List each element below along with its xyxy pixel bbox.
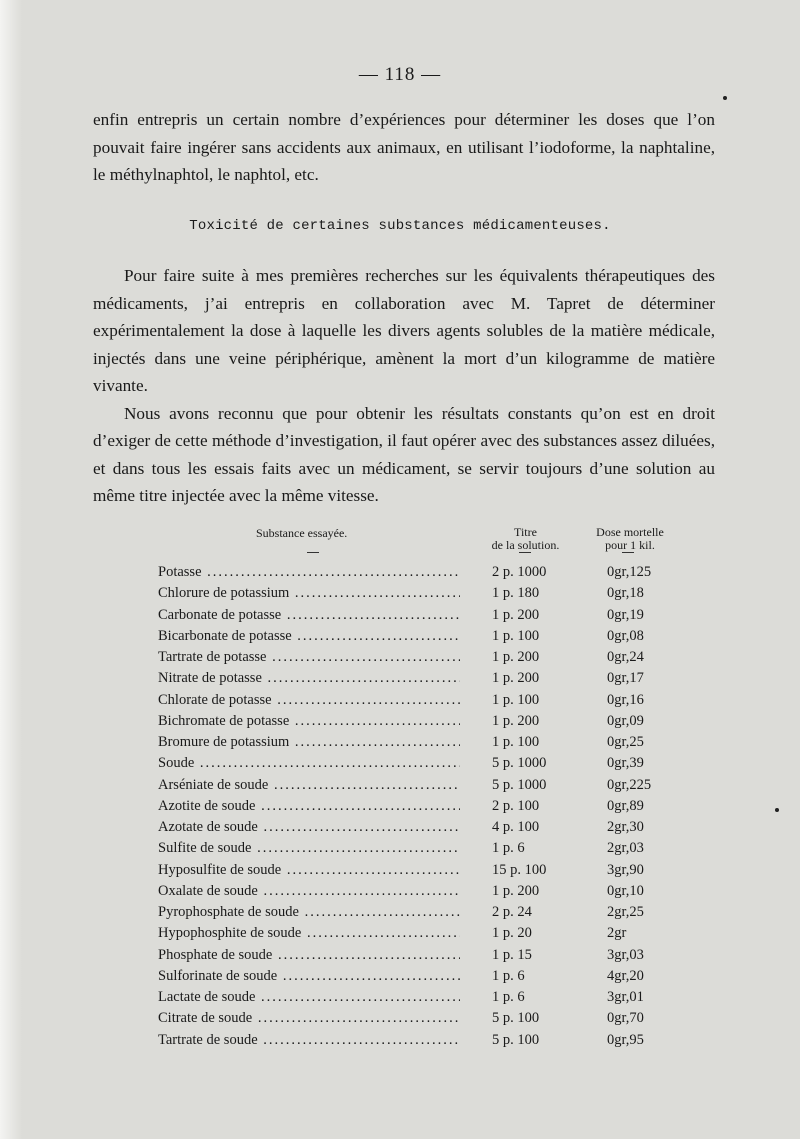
table-row: [0, 796, 800, 817]
cell-titre: 1 p. 6: [492, 967, 525, 984]
cell-dose: 0gr,70: [607, 1010, 644, 1027]
cell-dose: 0gr,39: [607, 755, 644, 772]
header-dash-dose: [622, 552, 634, 553]
cell-substance: Lactate de soude .....: [158, 987, 460, 1008]
cell-substance: Bichromate de potasse .....: [158, 711, 460, 732]
table-row: [0, 945, 800, 966]
header-substance: Substance essayée.: [256, 526, 348, 540]
cell-titre: 1 p. 200: [492, 649, 540, 665]
cell-substance: Nitrate de potasse .....: [158, 668, 460, 689]
cell-dose: 0gr,10: [607, 882, 644, 899]
table-row: [0, 1030, 800, 1051]
cell-dose: 0gr,16: [607, 691, 644, 708]
header-titre-line2: de la solution.: [491, 538, 560, 552]
cell-dose: 3gr,01: [607, 989, 644, 1005]
table-row: [0, 881, 800, 902]
cell-titre: 15 p. 100: [492, 861, 547, 878]
cell-substance: Hypophosphite de soude .....: [158, 923, 460, 944]
cell-titre: 1 p. 100: [492, 627, 540, 644]
body-text: [93, 262, 715, 510]
cell-substance: Citrate de soude .....: [158, 1008, 460, 1029]
table-row: [0, 647, 800, 668]
cell-dose: 0gr,08: [607, 627, 644, 644]
paragraph-2: Nous avons reconnu que pour obtenir les résultats constants qu’on est en droit d’exiger de cette méthode d’investigation, il faut opérer avec des substances assez diluées, et dans tous les essais faits avec un médicament, se servir toujours d’une solution au même titre injectée avec la même vitesse.: [93, 403, 715, 505]
print-speck: [723, 96, 727, 100]
cell-titre: 5 p. 1000: [492, 776, 547, 793]
cell-titre: 1 p. 6: [492, 989, 525, 1005]
cell-titre: 5 p. 100: [492, 1031, 540, 1048]
intro-text: enfin entrepris un certain nombre d’expériences pour déterminer les doses que l’on pouvait faire ingérer sans accidents aux animaux, en utilisant l’iodoforme, la naphtaline, le méthylnaphtol, le naphtol, etc.: [93, 110, 715, 184]
cell-titre: 2 p. 1000: [492, 564, 547, 580]
cell-dose: 0gr,24: [607, 649, 644, 665]
table-header: [0, 526, 800, 566]
cell-titre: 1 p. 180: [492, 585, 540, 602]
paragraph-1: Pour faire suite à mes premières recherches sur les équivalents thérapeutiques des médicaments, j’ai entrepris en collaboration avec M. Tapret de déterminer expérimentalement la dose à laquelle les divers agents solubles de la matière médicale, injectés dans une veine périphérique, amènent la mort d’un kilogramme de matière vivante.: [93, 266, 715, 395]
table-row: [0, 987, 800, 1008]
cell-titre: 1 p. 20: [492, 925, 532, 942]
cell-substance: Phosphate de soude .....: [158, 945, 460, 966]
header-titre: [478, 526, 573, 552]
print-speck: [775, 808, 779, 812]
cell-titre: 1 p. 6: [492, 840, 525, 857]
page-number: — 118 —: [358, 64, 442, 85]
header-dose-line2: pour 1 kil.: [605, 538, 655, 552]
cell-substance: Oxalate de soude .....: [158, 881, 460, 902]
cell-substance: Tartrate de soude .....: [158, 1030, 460, 1051]
table-row: [0, 817, 800, 838]
cell-titre: 1 p. 15: [492, 946, 532, 963]
table-row: [0, 838, 800, 859]
cell-dose: 2gr: [607, 925, 627, 942]
cell-substance: Potasse .....: [158, 562, 460, 583]
cell-substance: Carbonate de potasse .....: [158, 605, 460, 626]
cell-titre: 1 p. 200: [492, 606, 540, 623]
table-row: [0, 626, 800, 647]
table-row: [0, 562, 800, 583]
cell-dose: 0gr,225: [607, 776, 652, 793]
table-row: [0, 690, 800, 711]
cell-dose: 0gr,95: [607, 1031, 644, 1048]
table-row: [0, 775, 800, 796]
cell-substance: Sulforinate de soude .....: [158, 966, 460, 987]
cell-substance: Chlorure de potassium .....: [158, 583, 460, 604]
header-dose: [583, 526, 677, 552]
table-row: [0, 923, 800, 944]
toxicity-table: [0, 562, 800, 1051]
section-title: Toxicité de certaines substances médicamenteuses.: [189, 218, 611, 234]
cell-titre: 1 p. 100: [492, 691, 540, 708]
cell-dose: 0gr,18: [607, 585, 644, 602]
cell-dose: 3gr,90: [607, 861, 644, 878]
cell-titre: 5 p. 100: [492, 1010, 540, 1027]
cell-dose: 0gr,125: [607, 564, 652, 580]
cell-dose: 0gr,17: [607, 670, 644, 687]
table-row: [0, 732, 800, 753]
table-row: [0, 1008, 800, 1029]
cell-dose: 4gr,20: [607, 967, 644, 984]
cell-titre: 1 p. 200: [492, 670, 540, 687]
table-row: [0, 860, 800, 881]
cell-dose: 0gr,09: [607, 712, 644, 729]
cell-substance: Chlorate de potasse .....: [158, 690, 460, 711]
cell-dose: 2gr,25: [607, 904, 644, 920]
cell-titre: 1 p. 200: [492, 882, 540, 899]
table-row: [0, 711, 800, 732]
cell-dose: 2gr,30: [607, 819, 644, 835]
cell-substance: Soude .....: [158, 753, 460, 774]
cell-titre: 5 p. 1000: [492, 755, 547, 772]
cell-dose: 0gr,19: [607, 606, 644, 623]
table-row: [0, 583, 800, 604]
cell-dose: 0gr,89: [607, 797, 644, 814]
cell-substance: Bromure de potassium .....: [158, 732, 460, 753]
cell-substance: Bicarbonate de potasse .....: [158, 626, 460, 647]
header-dash-titre: [519, 552, 531, 553]
cell-titre: 1 p. 200: [492, 712, 540, 729]
cell-titre: 2 p. 100: [492, 797, 540, 814]
cell-substance: Pyrophosphate de soude .....: [158, 902, 460, 923]
cell-substance: Sulfite de soude .....: [158, 838, 460, 859]
table-row: [0, 753, 800, 774]
header-dose-line1: Dose mortelle: [596, 525, 664, 539]
header-dash-substance: [307, 552, 319, 553]
cell-dose: 3gr,03: [607, 946, 644, 963]
cell-substance: Tartrate de potasse .....: [158, 647, 460, 668]
cell-dose: 2gr,03: [607, 840, 644, 857]
table-row: [0, 605, 800, 626]
cell-substance: Arséniate de soude .....: [158, 775, 460, 796]
cell-substance: Azotite de soude .....: [158, 796, 460, 817]
table-row: [0, 902, 800, 923]
header-titre-line1: Titre: [514, 525, 537, 539]
cell-substance: Azotate de soude .....: [158, 817, 460, 838]
cell-dose: 0gr,25: [607, 734, 644, 750]
cell-titre: 1 p. 100: [492, 734, 540, 750]
cell-titre: 2 p. 24: [492, 904, 532, 920]
cell-substance: Hyposulfite de soude .....: [158, 860, 460, 881]
table-row: [0, 966, 800, 987]
cell-titre: 4 p. 100: [492, 819, 540, 835]
table-row: [0, 668, 800, 689]
intro-paragraph: [93, 106, 715, 189]
